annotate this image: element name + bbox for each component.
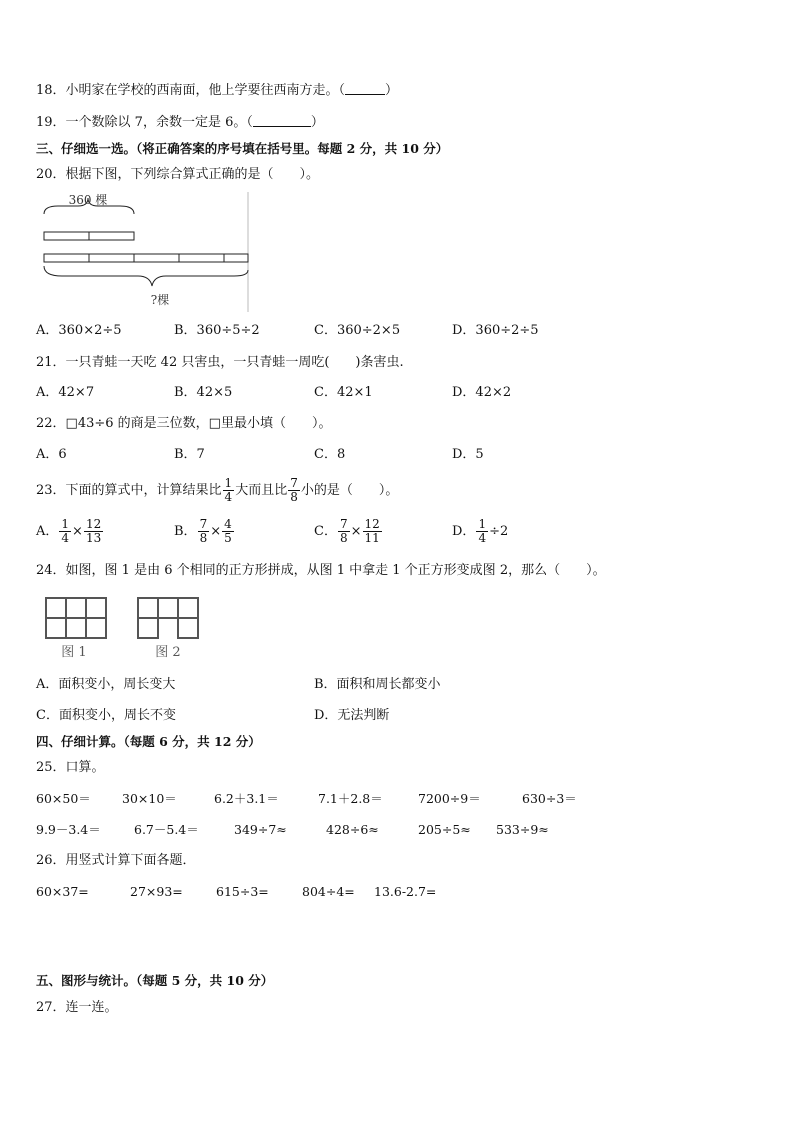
option-operator: × [72,524,83,539]
figure-2-label: 图 2 [155,645,181,660]
option-fraction-a [59,518,71,545]
section-4-heading: 四、仔细计算。（每题 6 分，共 12 分） [36,734,261,749]
fraction-seven-eighths [288,477,300,504]
option-label: C． [314,524,337,539]
question-18 [36,82,398,100]
fraction-numerator: 7 [290,476,298,490]
q24-option-a[interactable]: A．面积变小，周长变大 [36,677,176,692]
question-22-text: 22．□43÷6 的商是三位数，□里最小填（ ）。 [36,416,332,431]
option-operator: × [350,524,362,539]
option-operator: ÷2 [489,524,509,539]
q21-option-c[interactable]: C．42×1 [314,385,373,400]
mental-calc-item: 428÷6≈ [326,822,379,837]
fraction-denominator: 5 [224,531,232,545]
question-19 [36,114,324,132]
question-20-text: 20．根据下图，下列综合算式正确的是（ ）。 [36,167,320,182]
q22-option-b[interactable]: B．7 [174,447,205,462]
option-label: D． [452,524,476,539]
vertical-calc-item: 13.6-2.7= [374,884,437,899]
question-25-text: 25．口算。 [36,760,105,775]
section-5-heading: 五、图形与统计。（每题 5 分，共 10 分） [36,973,274,988]
mental-calc-item: 630÷3＝ [522,791,577,806]
question-19-text: 19．一个数除以 7，余数一定是 6。（ [36,115,253,130]
q23-option-d[interactable] [452,514,508,550]
figure-1-grid [46,598,106,638]
bottom-brace-label: ?棵 [150,293,170,307]
fraction-numerator: 7 [339,517,348,531]
fraction-denominator: 4 [478,531,487,545]
question-26-text: 26．用竖式计算下面各题． [36,853,196,868]
q23-option-b[interactable] [174,514,235,550]
question-23-text-b: 大而且比 [235,483,288,498]
fraction-numerator: 12 [85,517,102,531]
bottom-brace [44,266,248,286]
mental-calc-item: 7200÷9＝ [418,791,481,806]
option-fraction-a [476,518,488,545]
mental-calc-item: 6.7－5.4＝ [134,822,199,837]
fraction-denominator: 4 [61,531,70,545]
question-19-close: ） [310,115,324,130]
option-label: B． [174,524,197,539]
option-fraction-b [222,518,234,545]
mental-calc-item: 30×10＝ [122,791,177,806]
q24-option-b[interactable]: B．面积和周长都变小 [314,677,441,692]
long-bar [44,254,248,262]
mental-calc-item: 7.1＋2.8＝ [318,791,383,806]
question-18-close: ） [385,83,399,98]
q21-option-d[interactable]: D．42×2 [452,385,512,400]
fraction-one-quarter [223,477,235,504]
figure-2-grid [138,598,198,638]
question-24-text: 24．如图，图 1 是由 6 个相同的正方形拼成，从图 1 中拿走 1 个正方形变成图 2，那么（ ）。 [36,563,606,578]
q22-option-d[interactable]: D．5 [452,447,484,462]
q21-option-a[interactable]: A．42×7 [36,385,95,400]
question-27-text: 27．连一连。 [36,1000,118,1015]
q20-option-c[interactable]: C．360÷2×5 [314,323,401,338]
fraction-denominator: 8 [290,490,298,504]
mental-calc-item: 205÷5≈ [418,822,471,837]
vertical-calc-item: 804÷4= [302,884,355,899]
mental-calc-item: 533÷9≈ [496,822,549,837]
vertical-calc-item: 60×37= [36,884,89,899]
section-3-heading: 三、仔细选一选。（将正确答案的序号填在括号里。每题 2 分，共 10 分） [36,141,449,156]
option-fraction-b [84,518,103,545]
mental-calc-item: 60×50＝ [36,791,91,806]
top-brace-label: 360 棵 [68,193,108,207]
question-21-text: 21．一只青蛙一天吃 42 只害虫，一只青蛙一周吃( )条害虫. [36,355,404,370]
option-fraction-a [338,518,350,545]
q23-option-c[interactable] [314,514,383,550]
mental-calc-item: 349÷7≈ [234,822,287,837]
question-18-text: 18．小明家在学校的西南面，他上学要往西南方走。（ [36,83,346,98]
option-label: A． [36,524,59,539]
q22-option-c[interactable]: C．8 [314,447,346,462]
question-23 [36,474,398,508]
q20-option-b[interactable]: B．360÷5÷2 [174,323,260,338]
question-23-text-a: 23．下面的算式中，计算结果比 [36,483,222,498]
fraction-numerator: 12 [364,517,380,531]
fraction-denominator: 11 [364,531,380,545]
answer-blank-18[interactable] [345,82,385,95]
mental-calc-item: 9.9－3.4＝ [36,822,101,837]
fraction-numerator: 7 [199,517,208,531]
fraction-denominator: 4 [224,490,233,504]
q22-option-a[interactable]: A．6 [36,447,67,462]
vertical-calc-item: 27×93= [130,884,183,899]
fraction-denominator: 8 [339,531,348,545]
fraction-numerator: 1 [478,517,487,531]
q21-option-b[interactable]: B．42×5 [174,385,233,400]
q23-option-a[interactable] [36,514,104,550]
q24-option-d[interactable]: D．无法判断 [314,708,390,723]
fraction-denominator: 13 [85,531,102,545]
fraction-numerator: 4 [224,517,232,531]
option-fraction-b [363,518,382,545]
vertical-calc-item: 615÷3= [216,884,269,899]
fraction-numerator: 1 [61,517,70,531]
q20-option-a[interactable]: A．360×2÷5 [36,323,122,338]
option-operator: × [210,524,222,539]
figure-1-label: 图 1 [61,645,87,660]
mental-calc-item: 6.2＋3.1＝ [214,791,279,806]
answer-blank-19[interactable] [253,114,311,127]
q20-option-d[interactable]: D．360÷2÷5 [452,323,539,338]
fraction-denominator: 8 [199,531,208,545]
question-23-text-c: 小的是（ ）。 [300,483,399,498]
fraction-numerator: 1 [224,476,233,490]
q24-option-c[interactable]: C．面积变小，周长不变 [36,708,176,723]
option-fraction-a [198,518,210,545]
question-20-figure [38,190,254,314]
question-24-figure [40,592,210,664]
